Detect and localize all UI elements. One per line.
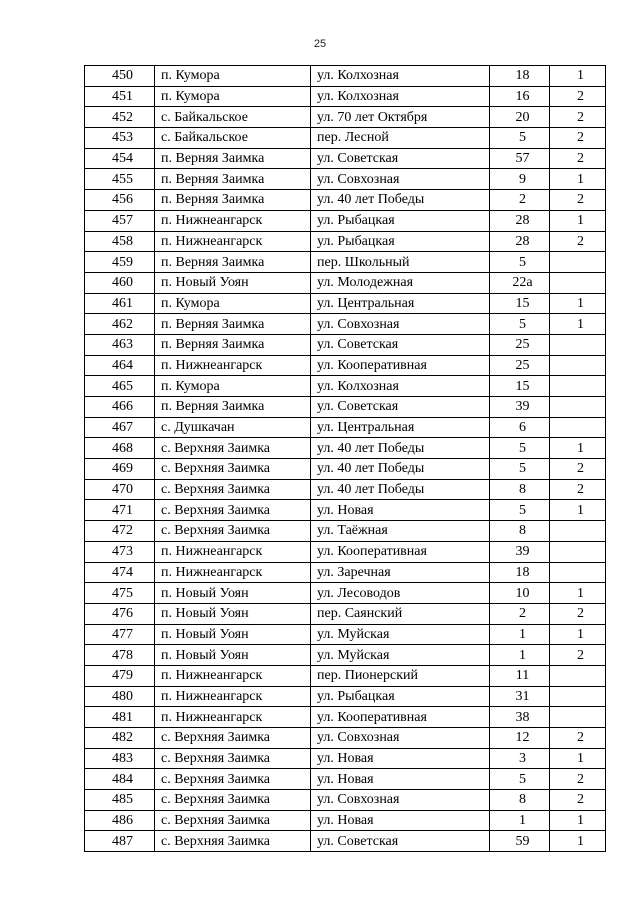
street-cell: ул. Центральная bbox=[311, 417, 490, 438]
street-cell: ул. Рыбацкая bbox=[311, 231, 490, 252]
street-cell: ул. 40 лет Победы bbox=[311, 190, 490, 211]
house-number-cell: 5 bbox=[490, 769, 550, 790]
house-number-cell: 5 bbox=[490, 500, 550, 521]
settlement-cell: с. Верхняя Заимка bbox=[155, 790, 311, 811]
settlement-cell: с. Душкачан bbox=[155, 417, 311, 438]
row-number-cell: 450 bbox=[85, 66, 155, 87]
apartment-cell: 2 bbox=[550, 479, 606, 500]
table-row bbox=[85, 66, 606, 87]
table-row bbox=[85, 707, 606, 728]
apartment-cell: 2 bbox=[550, 645, 606, 666]
apartment-cell: 1 bbox=[550, 169, 606, 190]
table-row bbox=[85, 314, 606, 335]
table-row bbox=[85, 459, 606, 480]
settlement-cell: с. Верхняя Заимка bbox=[155, 728, 311, 749]
table-row bbox=[85, 417, 606, 438]
row-number-cell: 452 bbox=[85, 107, 155, 128]
street-cell: ул. 40 лет Победы bbox=[311, 438, 490, 459]
settlement-cell: с. Верхняя Заимка bbox=[155, 459, 311, 480]
house-number-cell: 5 bbox=[490, 252, 550, 273]
house-number-cell: 9 bbox=[490, 169, 550, 190]
street-cell: ул. Лесоводов bbox=[311, 583, 490, 604]
apartment-cell: 1 bbox=[550, 748, 606, 769]
house-number-cell: 8 bbox=[490, 521, 550, 542]
settlement-cell: п. Новый Уоян bbox=[155, 645, 311, 666]
street-cell: ул. Совхозная bbox=[311, 790, 490, 811]
table-row bbox=[85, 190, 606, 211]
table-row bbox=[85, 810, 606, 831]
table-row bbox=[85, 252, 606, 273]
apartment-cell bbox=[550, 417, 606, 438]
table-row bbox=[85, 541, 606, 562]
house-number-cell: 31 bbox=[490, 686, 550, 707]
row-number-cell: 470 bbox=[85, 479, 155, 500]
street-cell: ул. Совхозная bbox=[311, 169, 490, 190]
address-table-body bbox=[85, 66, 606, 852]
settlement-cell: п. Нижнеангарск bbox=[155, 686, 311, 707]
row-number-cell: 485 bbox=[85, 790, 155, 811]
settlement-cell: п. Нижнеангарск bbox=[155, 210, 311, 231]
table-row bbox=[85, 686, 606, 707]
table-row bbox=[85, 148, 606, 169]
street-cell: ул. Новая bbox=[311, 769, 490, 790]
house-number-cell: 25 bbox=[490, 334, 550, 355]
row-number-cell: 455 bbox=[85, 169, 155, 190]
apartment-cell: 2 bbox=[550, 148, 606, 169]
table-row bbox=[85, 210, 606, 231]
row-number-cell: 481 bbox=[85, 707, 155, 728]
street-cell: ул. Рыбацкая bbox=[311, 210, 490, 231]
house-number-cell: 3 bbox=[490, 748, 550, 769]
settlement-cell: п. Верняя Заимка bbox=[155, 314, 311, 335]
settlement-cell: п. Нижнеангарск bbox=[155, 665, 311, 686]
apartment-cell: 1 bbox=[550, 210, 606, 231]
row-number-cell: 458 bbox=[85, 231, 155, 252]
row-number-cell: 475 bbox=[85, 583, 155, 604]
apartment-cell bbox=[550, 541, 606, 562]
row-number-cell: 471 bbox=[85, 500, 155, 521]
apartment-cell bbox=[550, 665, 606, 686]
settlement-cell: п. Новый Уоян bbox=[155, 272, 311, 293]
row-number-cell: 477 bbox=[85, 624, 155, 645]
table-row bbox=[85, 397, 606, 418]
apartment-cell: 2 bbox=[550, 128, 606, 149]
table-row bbox=[85, 231, 606, 252]
street-cell: ул. Советская bbox=[311, 397, 490, 418]
apartment-cell bbox=[550, 334, 606, 355]
apartment-cell bbox=[550, 397, 606, 418]
settlement-cell: п. Кумора bbox=[155, 293, 311, 314]
street-cell: ул. 40 лет Победы bbox=[311, 479, 490, 500]
house-number-cell: 5 bbox=[490, 459, 550, 480]
house-number-cell: 20 bbox=[490, 107, 550, 128]
apartment-cell bbox=[550, 686, 606, 707]
row-number-cell: 463 bbox=[85, 334, 155, 355]
settlement-cell: п. Верняя Заимка bbox=[155, 169, 311, 190]
settlement-cell: п. Нижнеангарск bbox=[155, 541, 311, 562]
row-number-cell: 480 bbox=[85, 686, 155, 707]
row-number-cell: 474 bbox=[85, 562, 155, 583]
settlement-cell: с. Верхняя Заимка bbox=[155, 521, 311, 542]
apartment-cell bbox=[550, 521, 606, 542]
apartment-cell: 2 bbox=[550, 603, 606, 624]
settlement-cell: с. Верхняя Заимка bbox=[155, 500, 311, 521]
street-cell: ул. Новая bbox=[311, 500, 490, 521]
row-number-cell: 456 bbox=[85, 190, 155, 211]
apartment-cell: 1 bbox=[550, 624, 606, 645]
table-row bbox=[85, 728, 606, 749]
apartment-cell: 2 bbox=[550, 190, 606, 211]
settlement-cell: п. Нижнеангарск bbox=[155, 562, 311, 583]
table-row bbox=[85, 583, 606, 604]
row-number-cell: 453 bbox=[85, 128, 155, 149]
street-cell: ул. Кооперативная bbox=[311, 355, 490, 376]
apartment-cell: 1 bbox=[550, 583, 606, 604]
settlement-cell: п. Кумора bbox=[155, 376, 311, 397]
apartment-cell bbox=[550, 562, 606, 583]
table-row bbox=[85, 562, 606, 583]
house-number-cell: 18 bbox=[490, 66, 550, 87]
street-cell: пер. Саянский bbox=[311, 603, 490, 624]
house-number-cell: 39 bbox=[490, 397, 550, 418]
apartment-cell: 2 bbox=[550, 231, 606, 252]
house-number-cell: 6 bbox=[490, 417, 550, 438]
house-number-cell: 5 bbox=[490, 314, 550, 335]
house-number-cell: 25 bbox=[490, 355, 550, 376]
row-number-cell: 483 bbox=[85, 748, 155, 769]
house-number-cell: 11 bbox=[490, 665, 550, 686]
row-number-cell: 479 bbox=[85, 665, 155, 686]
settlement-cell: п. Нижнеангарск bbox=[155, 707, 311, 728]
street-cell: ул. Муйская bbox=[311, 645, 490, 666]
page-number: 25 bbox=[313, 38, 327, 50]
row-number-cell: 467 bbox=[85, 417, 155, 438]
house-number-cell: 8 bbox=[490, 479, 550, 500]
house-number-cell: 38 bbox=[490, 707, 550, 728]
house-number-cell: 8 bbox=[490, 790, 550, 811]
settlement-cell: с. Байкальское bbox=[155, 128, 311, 149]
street-cell: ул. Новая bbox=[311, 810, 490, 831]
table-row bbox=[85, 500, 606, 521]
house-number-cell: 10 bbox=[490, 583, 550, 604]
settlement-cell: п. Кумора bbox=[155, 66, 311, 87]
house-number-cell: 28 bbox=[490, 231, 550, 252]
row-number-cell: 472 bbox=[85, 521, 155, 542]
settlement-cell: п. Новый Уоян bbox=[155, 603, 311, 624]
house-number-cell: 1 bbox=[490, 645, 550, 666]
apartment-cell bbox=[550, 707, 606, 728]
street-cell: ул. Совхозная bbox=[311, 728, 490, 749]
table-row bbox=[85, 665, 606, 686]
table-row bbox=[85, 169, 606, 190]
street-cell: ул. 40 лет Победы bbox=[311, 459, 490, 480]
apartment-cell bbox=[550, 272, 606, 293]
settlement-cell: п. Верняя Заимка bbox=[155, 190, 311, 211]
settlement-cell: с. Верхняя Заимка bbox=[155, 810, 311, 831]
row-number-cell: 486 bbox=[85, 810, 155, 831]
apartment-cell bbox=[550, 376, 606, 397]
house-number-cell: 1 bbox=[490, 810, 550, 831]
apartment-cell bbox=[550, 252, 606, 273]
settlement-cell: с. Верхняя Заимка bbox=[155, 438, 311, 459]
address-table bbox=[84, 65, 606, 852]
settlement-cell: п. Верняя Заимка bbox=[155, 148, 311, 169]
street-cell: ул. Заречная bbox=[311, 562, 490, 583]
row-number-cell: 473 bbox=[85, 541, 155, 562]
house-number-cell: 2 bbox=[490, 603, 550, 624]
settlement-cell: п. Кумора bbox=[155, 86, 311, 107]
house-number-cell: 18 bbox=[490, 562, 550, 583]
settlement-cell: с. Верхняя Заимка bbox=[155, 769, 311, 790]
apartment-cell: 1 bbox=[550, 438, 606, 459]
table-row bbox=[85, 831, 606, 852]
settlement-cell: с. Верхняя Заимка bbox=[155, 479, 311, 500]
street-cell: ул. Муйская bbox=[311, 624, 490, 645]
street-cell: ул. Советская bbox=[311, 334, 490, 355]
apartment-cell: 1 bbox=[550, 314, 606, 335]
settlement-cell: п. Верняя Заимка bbox=[155, 252, 311, 273]
settlement-cell: с. Верхняя Заимка bbox=[155, 748, 311, 769]
table-row bbox=[85, 293, 606, 314]
table-row bbox=[85, 790, 606, 811]
row-number-cell: 457 bbox=[85, 210, 155, 231]
street-cell: ул. Рыбацкая bbox=[311, 686, 490, 707]
table-row bbox=[85, 748, 606, 769]
table-row bbox=[85, 128, 606, 149]
house-number-cell: 22а bbox=[490, 272, 550, 293]
settlement-cell: п. Верняя Заимка bbox=[155, 397, 311, 418]
house-number-cell: 1 bbox=[490, 624, 550, 645]
street-cell: ул. Кооперативная bbox=[311, 707, 490, 728]
row-number-cell: 464 bbox=[85, 355, 155, 376]
apartment-cell: 1 bbox=[550, 66, 606, 87]
row-number-cell: 484 bbox=[85, 769, 155, 790]
settlement-cell: п. Новый Уоян bbox=[155, 583, 311, 604]
house-number-cell: 15 bbox=[490, 293, 550, 314]
house-number-cell: 12 bbox=[490, 728, 550, 749]
street-cell: пер. Лесной bbox=[311, 128, 490, 149]
street-cell: ул. Таёжная bbox=[311, 521, 490, 542]
table-row bbox=[85, 86, 606, 107]
row-number-cell: 487 bbox=[85, 831, 155, 852]
street-cell: ул. Советская bbox=[311, 831, 490, 852]
row-number-cell: 461 bbox=[85, 293, 155, 314]
table-row bbox=[85, 355, 606, 376]
street-cell: ул. Молодежная bbox=[311, 272, 490, 293]
row-number-cell: 451 bbox=[85, 86, 155, 107]
apartment-cell: 2 bbox=[550, 728, 606, 749]
row-number-cell: 469 bbox=[85, 459, 155, 480]
house-number-cell: 59 bbox=[490, 831, 550, 852]
settlement-cell: п. Верняя Заимка bbox=[155, 334, 311, 355]
settlement-cell: с. Байкальское bbox=[155, 107, 311, 128]
table-row bbox=[85, 603, 606, 624]
street-cell: ул. Колхозная bbox=[311, 376, 490, 397]
row-number-cell: 468 bbox=[85, 438, 155, 459]
table-row bbox=[85, 334, 606, 355]
street-cell: ул. Кооперативная bbox=[311, 541, 490, 562]
row-number-cell: 462 bbox=[85, 314, 155, 335]
apartment-cell: 2 bbox=[550, 107, 606, 128]
row-number-cell: 460 bbox=[85, 272, 155, 293]
house-number-cell: 39 bbox=[490, 541, 550, 562]
table-row bbox=[85, 645, 606, 666]
street-cell: ул. Колхозная bbox=[311, 66, 490, 87]
row-number-cell: 478 bbox=[85, 645, 155, 666]
table-row bbox=[85, 521, 606, 542]
row-number-cell: 466 bbox=[85, 397, 155, 418]
apartment-cell: 1 bbox=[550, 810, 606, 831]
row-number-cell: 476 bbox=[85, 603, 155, 624]
apartment-cell: 1 bbox=[550, 293, 606, 314]
house-number-cell: 2 bbox=[490, 190, 550, 211]
street-cell: пер. Школьный bbox=[311, 252, 490, 273]
apartment-cell: 2 bbox=[550, 86, 606, 107]
row-number-cell: 482 bbox=[85, 728, 155, 749]
street-cell: ул. 70 лет Октября bbox=[311, 107, 490, 128]
table-row bbox=[85, 769, 606, 790]
apartment-cell: 2 bbox=[550, 459, 606, 480]
table-row bbox=[85, 624, 606, 645]
apartment-cell bbox=[550, 355, 606, 376]
street-cell: ул. Колхозная bbox=[311, 86, 490, 107]
house-number-cell: 15 bbox=[490, 376, 550, 397]
settlement-cell: с. Верхняя Заимка bbox=[155, 831, 311, 852]
row-number-cell: 465 bbox=[85, 376, 155, 397]
house-number-cell: 5 bbox=[490, 438, 550, 459]
row-number-cell: 459 bbox=[85, 252, 155, 273]
house-number-cell: 16 bbox=[490, 86, 550, 107]
street-cell: ул. Совхозная bbox=[311, 314, 490, 335]
house-number-cell: 57 bbox=[490, 148, 550, 169]
table-row bbox=[85, 479, 606, 500]
table-row bbox=[85, 438, 606, 459]
settlement-cell: п. Новый Уоян bbox=[155, 624, 311, 645]
street-cell: ул. Советская bbox=[311, 148, 490, 169]
apartment-cell: 2 bbox=[550, 769, 606, 790]
house-number-cell: 28 bbox=[490, 210, 550, 231]
house-number-cell: 5 bbox=[490, 128, 550, 149]
apartment-cell: 1 bbox=[550, 831, 606, 852]
apartment-cell: 1 bbox=[550, 500, 606, 521]
table-row bbox=[85, 107, 606, 128]
street-cell: ул. Центральная bbox=[311, 293, 490, 314]
settlement-cell: п. Нижнеангарск bbox=[155, 355, 311, 376]
settlement-cell: п. Нижнеангарск bbox=[155, 231, 311, 252]
table-row bbox=[85, 272, 606, 293]
apartment-cell: 2 bbox=[550, 790, 606, 811]
row-number-cell: 454 bbox=[85, 148, 155, 169]
street-cell: пер. Пионерский bbox=[311, 665, 490, 686]
street-cell: ул. Новая bbox=[311, 748, 490, 769]
table-row bbox=[85, 376, 606, 397]
